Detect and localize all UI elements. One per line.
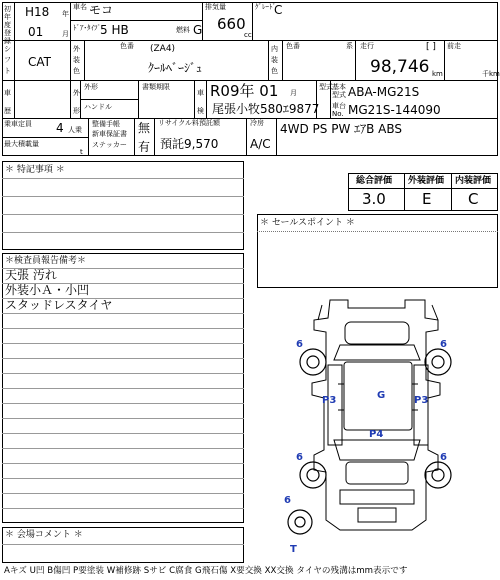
col-divider bbox=[282, 40, 283, 80]
previous-mileage-unit: 千km bbox=[482, 70, 500, 78]
rear-bumper bbox=[340, 490, 414, 504]
notes-line bbox=[2, 196, 244, 197]
base-model-label: 基本型式 bbox=[332, 83, 346, 99]
tailgate-panel bbox=[346, 462, 408, 484]
col-divider bbox=[444, 40, 445, 80]
inspector-line bbox=[2, 463, 244, 464]
recycle-label: リサイクル料預託額 bbox=[158, 119, 221, 127]
tread-front-left: 6 bbox=[296, 339, 303, 350]
shift-label: シフト bbox=[4, 45, 11, 75]
row-divider bbox=[2, 137, 88, 138]
color-code: (ZA4) bbox=[150, 44, 176, 54]
mileage-unit: km bbox=[432, 70, 443, 78]
handle-label: ハンドル bbox=[84, 103, 112, 111]
year-value: H18 bbox=[25, 5, 50, 19]
col-divider bbox=[14, 2, 15, 118]
notes-line bbox=[2, 232, 244, 233]
inspector-line bbox=[2, 343, 244, 344]
inspector-note: スタッドレスタイヤ bbox=[5, 298, 113, 312]
car-name: モコ bbox=[89, 3, 114, 17]
first-registration-label: 初年度登録 bbox=[4, 5, 11, 45]
interior-score-value: C bbox=[468, 190, 479, 208]
venue-line bbox=[2, 544, 244, 545]
spare-tyre bbox=[288, 510, 312, 534]
tread-rear-left: 6 bbox=[296, 452, 303, 463]
front-left-tyre bbox=[300, 349, 326, 375]
notes-line bbox=[2, 178, 244, 179]
inner-color-code-label: 色番 bbox=[286, 42, 300, 50]
col-divider bbox=[451, 173, 452, 211]
car-body-outline bbox=[312, 300, 440, 530]
color-name: ｸｰﾙﾍﾞｰｼﾞｭ bbox=[148, 61, 203, 75]
mileage-label: 走行 bbox=[360, 42, 374, 50]
col-divider bbox=[84, 40, 85, 80]
inspector-line bbox=[2, 313, 244, 314]
inspector-line bbox=[2, 298, 244, 299]
shape-label: 外形 bbox=[84, 83, 98, 91]
year-unit: 年 bbox=[62, 10, 69, 18]
month-unit: 月 bbox=[62, 30, 69, 38]
door-type-value: 5 HB bbox=[100, 23, 129, 37]
col-divider bbox=[330, 80, 331, 118]
inspector-line bbox=[2, 433, 244, 434]
door-type-label: ﾄﾞｱ･ﾀｲﾌﾟ bbox=[73, 24, 101, 32]
damage-mark-left: P3 bbox=[322, 395, 337, 406]
ac-label: 冷房 bbox=[250, 119, 264, 127]
col-divider bbox=[134, 118, 135, 156]
overall-score-label: 総合評価 bbox=[356, 176, 393, 186]
col-divider bbox=[154, 118, 155, 156]
exterior-score-label: 外装評価 bbox=[408, 176, 445, 186]
rear-left-tyre bbox=[300, 462, 326, 488]
damage-mark-roof: G bbox=[377, 390, 386, 401]
grade-value: C bbox=[274, 3, 283, 17]
damage-mark-rear: P4 bbox=[369, 429, 384, 440]
month-value: 01 bbox=[28, 25, 44, 39]
special-notes-title: ＊ 特記事項 ＊ bbox=[5, 165, 65, 175]
col-divider bbox=[138, 80, 139, 118]
inspector-line bbox=[2, 493, 244, 494]
tread-spare: 6 bbox=[284, 495, 291, 506]
inspector-line bbox=[2, 388, 244, 389]
inspector-note: 天張 汚れ bbox=[5, 268, 57, 282]
capacity-value: 4 bbox=[56, 121, 64, 135]
row-divider bbox=[70, 20, 202, 21]
tread-front-right: 6 bbox=[440, 339, 447, 350]
displacement-label: 排気量 bbox=[205, 3, 226, 11]
inspector-line bbox=[2, 268, 244, 269]
history-label: 車歴 bbox=[4, 89, 11, 115]
plate-number: 尾張小牧580ｴ9877 bbox=[212, 102, 320, 116]
inspector-line bbox=[2, 448, 244, 449]
venue-comment-title: ＊ 会場コメント ＊ bbox=[5, 530, 83, 540]
sales-point-title: ＊ セールスポイント ＊ bbox=[260, 218, 355, 228]
sales-line bbox=[257, 231, 498, 232]
inspection-expiry-label: 車検 bbox=[197, 89, 204, 115]
equipment-value: 4WD PS PW ｴｱB ABS bbox=[280, 122, 403, 136]
exterior-color-label: 外装色 bbox=[73, 45, 80, 75]
capacity-label: 乗車定員 bbox=[4, 120, 32, 128]
mileage-bracket: [ ] bbox=[426, 42, 436, 52]
inspector-note: 外装小Ａ・小凹 bbox=[5, 283, 90, 297]
inspector-line bbox=[2, 283, 244, 284]
model-label: 型式 bbox=[319, 83, 333, 91]
maintenance-book-label: 整備手帳 bbox=[92, 120, 120, 128]
max-load-label: 最大積載量 bbox=[4, 140, 39, 148]
row-divider bbox=[2, 80, 498, 81]
legend-text: Aキズ U凹 B傷凹 P要塗装 W補修跡 Sサビ C腐食 G飛石傷 X要交換 XX交換 タイヤの残溝はmm表示です bbox=[4, 566, 408, 576]
max-load-unit: t bbox=[80, 148, 83, 156]
fuel-value: G bbox=[193, 23, 203, 37]
tread-rear-right: 6 bbox=[440, 452, 447, 463]
col-divider bbox=[206, 80, 207, 118]
fuel-label: 燃料 bbox=[176, 26, 190, 34]
mileage-value: 98,746 bbox=[370, 57, 430, 77]
col-divider bbox=[276, 118, 277, 156]
inspection-expiry-value: R09年 01 bbox=[210, 82, 279, 100]
inspector-line bbox=[2, 418, 244, 419]
col-divider bbox=[70, 40, 71, 118]
exterior-score-value: E bbox=[422, 190, 432, 208]
inspector-line bbox=[2, 403, 244, 404]
col-divider bbox=[70, 2, 71, 40]
car-name-label: 車名 bbox=[73, 3, 87, 11]
interior-color-label: 内装色 bbox=[271, 45, 278, 75]
displacement-unit: cc bbox=[244, 31, 252, 39]
col-divider bbox=[246, 118, 247, 156]
inspector-line bbox=[2, 328, 244, 329]
sticker-value: 有 bbox=[138, 140, 151, 154]
inspector-line bbox=[2, 508, 244, 509]
book-expiry-label: 書類期限 bbox=[142, 83, 170, 91]
hood-panel bbox=[345, 322, 409, 344]
inspector-report-title: ＊検査員報告備考＊ bbox=[5, 256, 87, 266]
inspection-expiry-unit: 月 bbox=[290, 89, 297, 97]
warranty-label: 新車保証書 bbox=[92, 130, 127, 138]
col-divider bbox=[88, 118, 89, 156]
front-right-tyre bbox=[425, 349, 451, 375]
inner-color-unit: 系 bbox=[346, 42, 353, 50]
inspector-line bbox=[2, 358, 244, 359]
capacity-unit: 人乗 bbox=[68, 126, 82, 134]
ac-value: A/C bbox=[250, 137, 271, 151]
chassis-value: MG21S-144090 bbox=[348, 103, 441, 117]
row-divider bbox=[2, 40, 498, 41]
displacement-value: 660 bbox=[217, 15, 246, 33]
col-divider bbox=[404, 173, 405, 211]
color-code-label: 色番 bbox=[120, 42, 134, 50]
previous-mileage-label: 前走 bbox=[447, 42, 461, 50]
shift-value: CAT bbox=[28, 55, 51, 69]
interior-score-label: 内装評価 bbox=[455, 176, 492, 186]
trunk-box bbox=[358, 508, 396, 522]
col-divider bbox=[252, 2, 253, 40]
chassis-label: 車台No. bbox=[332, 102, 346, 118]
row-divider bbox=[80, 99, 138, 100]
col-divider bbox=[355, 40, 356, 80]
overall-score-value: 3.0 bbox=[362, 190, 386, 208]
recycle-value: 預託9,570 bbox=[160, 137, 219, 151]
rear-right-tyre bbox=[425, 462, 451, 488]
damage-mark-right: P3 bbox=[414, 395, 429, 406]
spare-tyre-marker: T bbox=[290, 544, 297, 555]
maintenance-value: 無 bbox=[138, 121, 151, 135]
notes-line bbox=[2, 214, 244, 215]
inspector-line bbox=[2, 373, 244, 374]
col-divider bbox=[268, 40, 269, 80]
shape-label-side: 外形 bbox=[73, 89, 80, 115]
grade-label: ｸﾞﾚｰﾄﾞ bbox=[255, 3, 276, 11]
inspector-line bbox=[2, 478, 244, 479]
model-value: ABA-MG21S bbox=[348, 85, 420, 99]
col-divider bbox=[202, 2, 203, 40]
row-divider bbox=[348, 188, 498, 189]
sticker-label: ステッカー bbox=[92, 141, 127, 149]
col-divider bbox=[194, 80, 195, 118]
col-divider bbox=[316, 80, 317, 118]
